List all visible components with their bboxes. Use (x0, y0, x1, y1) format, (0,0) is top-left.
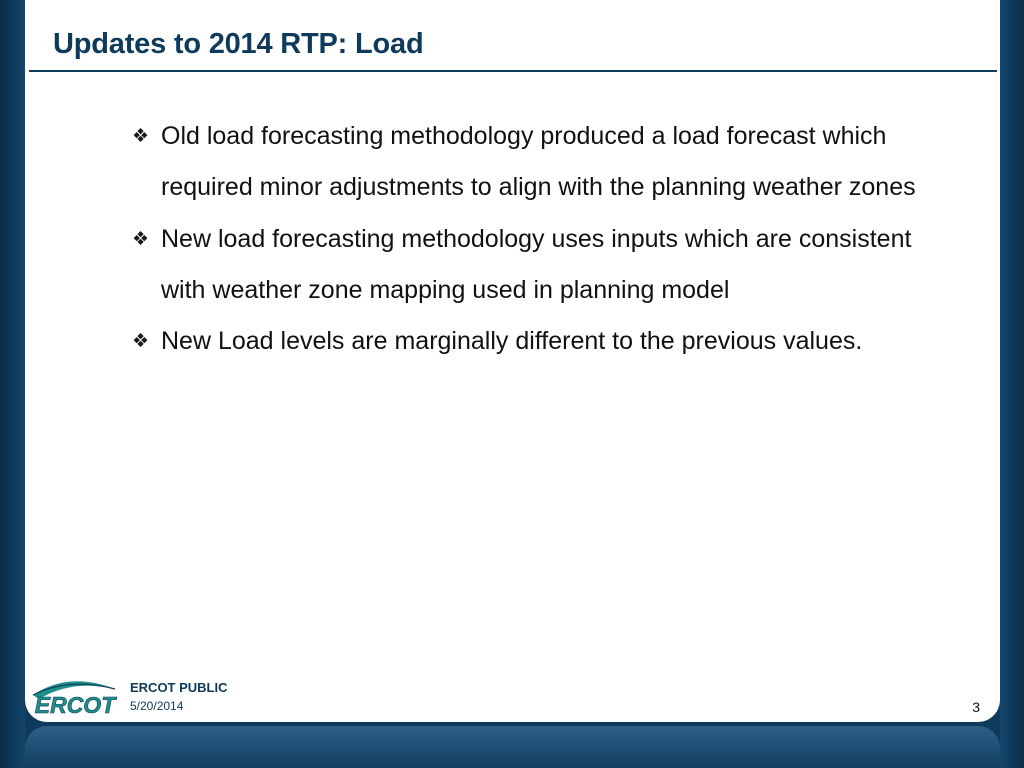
diamond-bullet-icon: ❖ (132, 228, 150, 250)
bullet-list (132, 111, 932, 367)
bullet-item (132, 214, 932, 317)
logo-wordmark: ERCOT (34, 692, 116, 717)
title-divider (29, 70, 997, 72)
classification-label: ERCOT PUBLIC (130, 680, 228, 695)
slide-canvas (25, 0, 1000, 722)
footer-date: 5/20/2014 (130, 699, 184, 713)
diamond-bullet-icon: ❖ (132, 331, 150, 353)
diamond-bullet-icon: ❖ (132, 126, 150, 147)
left-frame (0, 0, 25, 768)
page-number: 3 (972, 699, 980, 715)
right-frame (1000, 0, 1024, 768)
slide-title: Updates to 2014 RTP: Load (53, 28, 424, 60)
bullet-text: New load forecasting methodology uses inputs which are consistent with weather zone mapping used in planning model (161, 224, 912, 304)
ercot-logo (29, 673, 121, 717)
bullet-item (132, 316, 932, 367)
bullet-text: New Load levels are marginally different to the previous values. (161, 327, 863, 356)
bottom-bar (25, 726, 1000, 768)
bullet-text: Old load forecasting methodology produced a load forecast which required minor adjustments to align with the planning weather zones (161, 122, 916, 202)
bullet-item (132, 111, 932, 214)
